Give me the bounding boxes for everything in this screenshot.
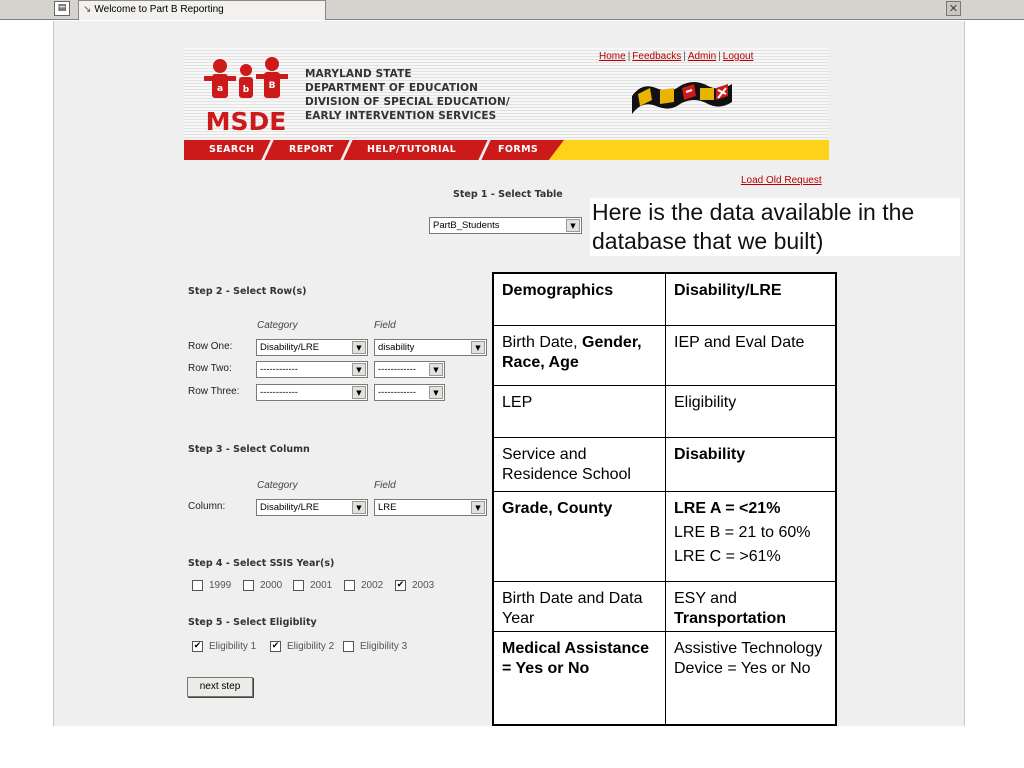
row-three-category-select[interactable]: [256, 384, 368, 401]
eligibility-3-checkbox[interactable]: [343, 641, 354, 652]
year-2002-label: 2002: [361, 580, 384, 591]
year-2001-label: 2001: [310, 580, 333, 591]
table-cell: [666, 326, 837, 386]
cell-text: Medical Assistance = Yes or No: [502, 640, 650, 677]
select-value: ------------: [260, 364, 298, 375]
category-label: Category: [257, 480, 298, 491]
year-2003-label: 2003: [412, 580, 435, 591]
org-name: [305, 67, 510, 123]
row-two-field-select[interactable]: [374, 361, 445, 378]
logout-link[interactable]: Logout: [722, 51, 754, 62]
year-2001-checkbox[interactable]: [293, 580, 304, 591]
eligibility-1-checkbox[interactable]: ✔: [193, 641, 202, 651]
table-header-cell: [494, 274, 666, 326]
category-label: Category: [257, 320, 298, 331]
cell-text: Grade, County: [502, 500, 613, 517]
browser-tab[interactable]: [78, 0, 326, 20]
row-three-field-select[interactable]: [374, 384, 445, 401]
row-one-field-select[interactable]: [374, 339, 487, 356]
close-icon[interactable]: ✕: [946, 1, 961, 16]
nav-report[interactable]: REPORT: [289, 144, 334, 155]
page-icon: ▤: [54, 1, 70, 16]
table-cell: [666, 386, 837, 438]
next-step-button[interactable]: next step: [187, 677, 253, 697]
table-cell: [666, 632, 837, 724]
chevron-down-icon[interactable]: ▼: [429, 386, 443, 399]
step3-title: Step 3 - Select Column: [188, 444, 310, 455]
feedbacks-link[interactable]: Feedbacks: [632, 51, 682, 62]
year-2000-label: 2000: [260, 580, 283, 591]
cell-text: Birth Date,: [502, 334, 583, 351]
chevron-down-icon[interactable]: ▼: [429, 363, 443, 376]
chevron-down-icon[interactable]: ▼: [352, 386, 366, 399]
field-label: Field: [374, 480, 396, 491]
cell-text: Eligibility: [674, 394, 737, 411]
logo-letter-b: b: [242, 85, 250, 95]
year-2000-checkbox[interactable]: [243, 580, 254, 591]
msde-logo: [200, 56, 292, 134]
table-select-value: PartB_Students: [433, 220, 500, 231]
step4-title: Step 4 - Select SSIS Year(s): [188, 558, 335, 569]
chevron-down-icon[interactable]: ▼: [566, 219, 580, 232]
logo-text: MSDE: [205, 107, 287, 134]
select-value: Disability/LRE: [260, 342, 320, 353]
column-field-select[interactable]: [374, 499, 487, 516]
year-1999-label: 1999: [209, 580, 232, 591]
select-value: ------------: [378, 364, 416, 375]
nav-help-tutorial[interactable]: HELP/TUTORIAL: [367, 144, 457, 155]
admin-link[interactable]: Admin: [687, 51, 717, 62]
cell-text: LRE A = <21%: [674, 500, 781, 517]
top-links: Home | Feedbacks | Admin | Logout: [599, 51, 754, 62]
field-label: Field: [374, 320, 396, 331]
maryland-flag-logo: [630, 78, 734, 118]
cell-text: Demographics: [502, 282, 614, 299]
column-label: Column:: [188, 501, 226, 512]
nav-search[interactable]: SEARCH: [209, 144, 255, 155]
nav-forms[interactable]: FORMS: [498, 144, 539, 155]
cell-text: Assistive Technology Device = Yes or No: [674, 640, 823, 677]
cell-text: LRE B = 21 to 60%: [674, 524, 811, 541]
table-cell: [494, 386, 666, 438]
cell-text: Transportation: [674, 610, 787, 627]
select-value: ------------: [260, 387, 298, 398]
chevron-down-icon[interactable]: ▼: [471, 341, 485, 354]
table-cell: [494, 582, 666, 632]
cell-text: Birth Date and Data Year: [502, 590, 643, 627]
cell-text: ESY and: [674, 590, 737, 607]
select-value: LRE: [378, 502, 397, 513]
cell-text: Gender, Race, Age: [502, 334, 642, 371]
chevron-down-icon[interactable]: ▼: [471, 501, 485, 514]
load-old-request-link[interactable]: Load Old Request: [741, 175, 822, 186]
chevron-down-icon[interactable]: ▼: [352, 501, 366, 514]
row-two-category-select[interactable]: [256, 361, 368, 378]
table-cell: [494, 326, 666, 386]
table-cell: [494, 492, 666, 582]
eligibility-2-label: Eligibility 2: [287, 641, 335, 652]
select-value: ------------: [378, 387, 416, 398]
org-line: DIVISION OF SPECIAL EDUCATION/: [305, 96, 510, 108]
step5-title: Step 5 - Select Eligiblity: [188, 617, 317, 628]
browser-tab-bar: [0, 0, 1024, 20]
table-cell: [666, 438, 837, 492]
data-availability-table: [492, 272, 837, 726]
eligibility-1-label: Eligibility 1: [209, 641, 257, 652]
cell-text: IEP and Eval Date: [674, 334, 805, 351]
cell-text: LEP: [502, 394, 533, 411]
year-2002-checkbox[interactable]: [344, 580, 355, 591]
cell-text: Disability/LRE: [674, 282, 782, 299]
table-cell: [494, 438, 666, 492]
step1-title: Step 1 - Select Table: [453, 189, 563, 200]
eligibility-3-label: Eligibility 3: [360, 641, 408, 652]
column-category-select[interactable]: [256, 499, 368, 516]
table-cell: [494, 632, 666, 724]
org-line: DEPARTMENT OF EDUCATION: [305, 82, 479, 94]
row-two-label: Row Two:: [188, 363, 232, 374]
step2-title: Step 2 - Select Row(s): [188, 286, 307, 297]
logo-letter-a: a: [216, 84, 224, 94]
table-cell: [666, 492, 837, 582]
logo-letter-B: B: [268, 81, 276, 91]
row-three-label: Row Three:: [188, 386, 240, 397]
org-line: EARLY INTERVENTION SERVICES: [305, 110, 497, 122]
table-select[interactable]: [429, 217, 582, 234]
year-2003-checkbox[interactable]: ✔: [396, 580, 405, 590]
tab-favicon-icon: ↘: [83, 4, 92, 15]
cell-text: Disability: [674, 446, 746, 463]
eligibility-2-checkbox[interactable]: ✔: [271, 641, 280, 651]
cell-text: Service and Residence School: [502, 446, 631, 483]
year-1999-checkbox[interactable]: [192, 580, 203, 591]
home-link[interactable]: Home: [599, 51, 626, 62]
chevron-down-icon[interactable]: ▼: [352, 341, 366, 354]
chevron-down-icon[interactable]: ▼: [352, 363, 366, 376]
row-one-category-select[interactable]: [256, 339, 368, 356]
cell-text: LRE C = >61%: [674, 548, 781, 565]
table-header-cell: [666, 274, 837, 326]
tab-title: Welcome to Part B Reporting: [94, 4, 224, 15]
org-line: MARYLAND STATE: [305, 68, 412, 80]
callout-text: Here is the data available in the database that we built): [590, 198, 960, 256]
select-value: disability: [378, 342, 415, 353]
row-one-label: Row One:: [188, 341, 233, 352]
table-cell: [666, 582, 837, 632]
select-value: Disability/LRE: [260, 502, 320, 513]
